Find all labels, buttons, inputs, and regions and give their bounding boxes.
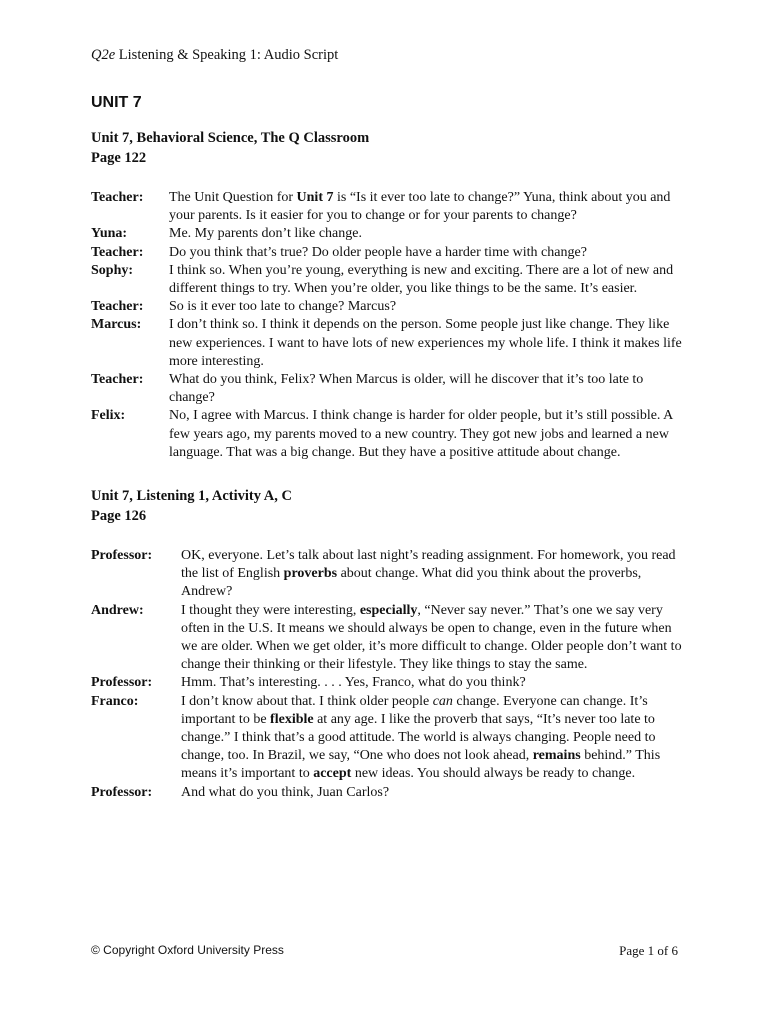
dialogue-line <box>91 262 691 298</box>
text-run: at any age. I like the proverb that says, “It’s never too late to change.” I think that’s a good attitude. The world is always changing. People need to change, too. In Brazil, we say, “One who does not look ahead, <box>181 711 656 764</box>
dialogue-line <box>91 784 691 802</box>
spoken-text <box>169 407 691 462</box>
text-run: No, I agree with Marcus. I think change is harder for older people, but it’s still possible. A few years ago, my parents moved to a new country. They got new jobs and learned a new language. That was a big change. But they have a positive attitude about change. <box>169 408 673 460</box>
section-title: Unit 7, Behavioral Science, The Q Classroom <box>91 130 370 146</box>
dialogue-line <box>91 298 691 316</box>
text-run: What do you think, Felix? When Marcus is older, will he discover that it’s too late to change? <box>169 372 644 406</box>
text-run: is “Is it ever too late to change?” Yuna, think about you and your parents. Is it easier for you to change or for your parents to change? <box>169 190 671 224</box>
spoken-text <box>169 262 691 298</box>
spoken-text <box>169 371 691 407</box>
speaker-name: Professor: <box>91 548 153 564</box>
running-header <box>91 46 691 64</box>
text-run: The Unit Question for <box>169 190 297 205</box>
section-listening-1 <box>91 486 691 802</box>
bold-vocabulary: flexible <box>270 711 314 727</box>
text-run: I don’t know about that. I think older people <box>181 693 433 709</box>
emphasis: can <box>432 693 453 709</box>
text-run: I thought they were interesting, <box>181 602 360 618</box>
text-run: about change. What did you think about the proverbs, Andrew? <box>181 566 642 600</box>
dialogue-line <box>91 316 691 371</box>
text-run: I think so. When you’re young, everything is new and exciting. There are a lot of new and different things to try. When you’re older, you like things to be the same. It’s easier. <box>169 262 674 297</box>
page-number: Page 1 of 6 <box>619 943 678 958</box>
bold-vocabulary: remains <box>532 748 581 764</box>
dialogue-line <box>91 547 691 602</box>
text-run: new ideas. You should always be ready to change. <box>351 766 636 782</box>
text-run: behind.” This means it’s important to <box>181 748 661 782</box>
speaker-name: Professor: <box>91 675 153 691</box>
section-classroom <box>91 128 691 462</box>
spoken-text <box>169 189 691 225</box>
spoken-text <box>181 693 691 784</box>
text-run: And what do you think, Juan Carlos? <box>181 784 390 800</box>
bold-vocabulary: Unit 7 <box>296 190 334 205</box>
header-title: Listening & Speaking 1: Audio Script <box>118 47 339 63</box>
text-run: Hmm. That’s interesting. . . . Yes, Franco, what do you think? <box>181 675 526 691</box>
speaker-name: Teacher: <box>91 299 144 315</box>
bold-vocabulary: accept <box>313 766 352 782</box>
speaker-name: Sophy: <box>91 262 134 278</box>
section-page: Page 122 <box>91 150 147 166</box>
page-footer <box>91 943 678 959</box>
text-run: Me. My parents don’t like change. <box>169 226 362 242</box>
series-name: Q2e <box>91 47 116 63</box>
spoken-text <box>169 244 691 262</box>
speaker-name: Teacher: <box>91 244 144 260</box>
spoken-text <box>181 547 691 602</box>
dialogue-line <box>91 407 691 462</box>
text-run: change. Everyone can change. It’s important to be <box>181 693 648 727</box>
section-title: Unit 7, Listening 1, Activity A, C <box>91 488 292 505</box>
text-run: Do you think that’s true? Do older people have a harder time with change? <box>169 244 587 260</box>
spoken-text <box>169 298 691 316</box>
dialogue-line <box>91 674 691 692</box>
speaker-name: Marcus: <box>91 317 142 333</box>
dialogue-line <box>91 693 691 784</box>
speaker-name: Teacher: <box>91 190 144 205</box>
speaker-name: Andrew: <box>91 602 144 618</box>
speaker-name: Franco: <box>91 693 139 709</box>
copyright-notice: © Copyright Oxford University Press <box>91 943 284 957</box>
bold-vocabulary: proverbs <box>283 566 338 582</box>
spoken-text <box>181 784 691 802</box>
document-page <box>91 46 691 802</box>
spoken-text <box>181 674 691 692</box>
spoken-text <box>169 316 691 371</box>
speaker-name: Teacher: <box>91 372 144 388</box>
speaker-name: Felix: <box>91 408 126 424</box>
text-run: I don’t think so. I think it depends on the person. Some people just like change. They like new experiences. I want to have lots of new experiences my whole life. I think it makes life more interesting. <box>169 317 682 369</box>
text-run: , “Never say never.” That’s one we say very often in the U.S. It means we should always be open to change, even in the future when we are older. When we get older, it’s more difficult to change. Older people don’t want to change their thinking or their lifestyle. They like things to stay the same. <box>181 602 682 673</box>
unit-title: UNIT 7 <box>91 94 142 111</box>
dialogue <box>91 189 691 462</box>
text-run: OK, everyone. Let’s talk about last night’s reading assignment. For homework, you read the list of English <box>181 548 676 582</box>
spoken-text <box>181 602 691 675</box>
section-page: Page 126 <box>91 508 147 525</box>
dialogue-line <box>91 225 691 243</box>
spoken-text <box>169 225 691 243</box>
text-run: So is it ever too late to change? Marcus? <box>169 299 397 315</box>
speaker-name: Yuna: <box>91 226 128 242</box>
dialogue-line <box>91 602 691 675</box>
dialogue-line <box>91 189 691 225</box>
bold-vocabulary: especially <box>359 602 418 618</box>
speaker-name: Professor: <box>91 784 153 800</box>
dialogue-line <box>91 371 691 407</box>
dialogue <box>91 547 691 802</box>
dialogue-line <box>91 244 691 262</box>
